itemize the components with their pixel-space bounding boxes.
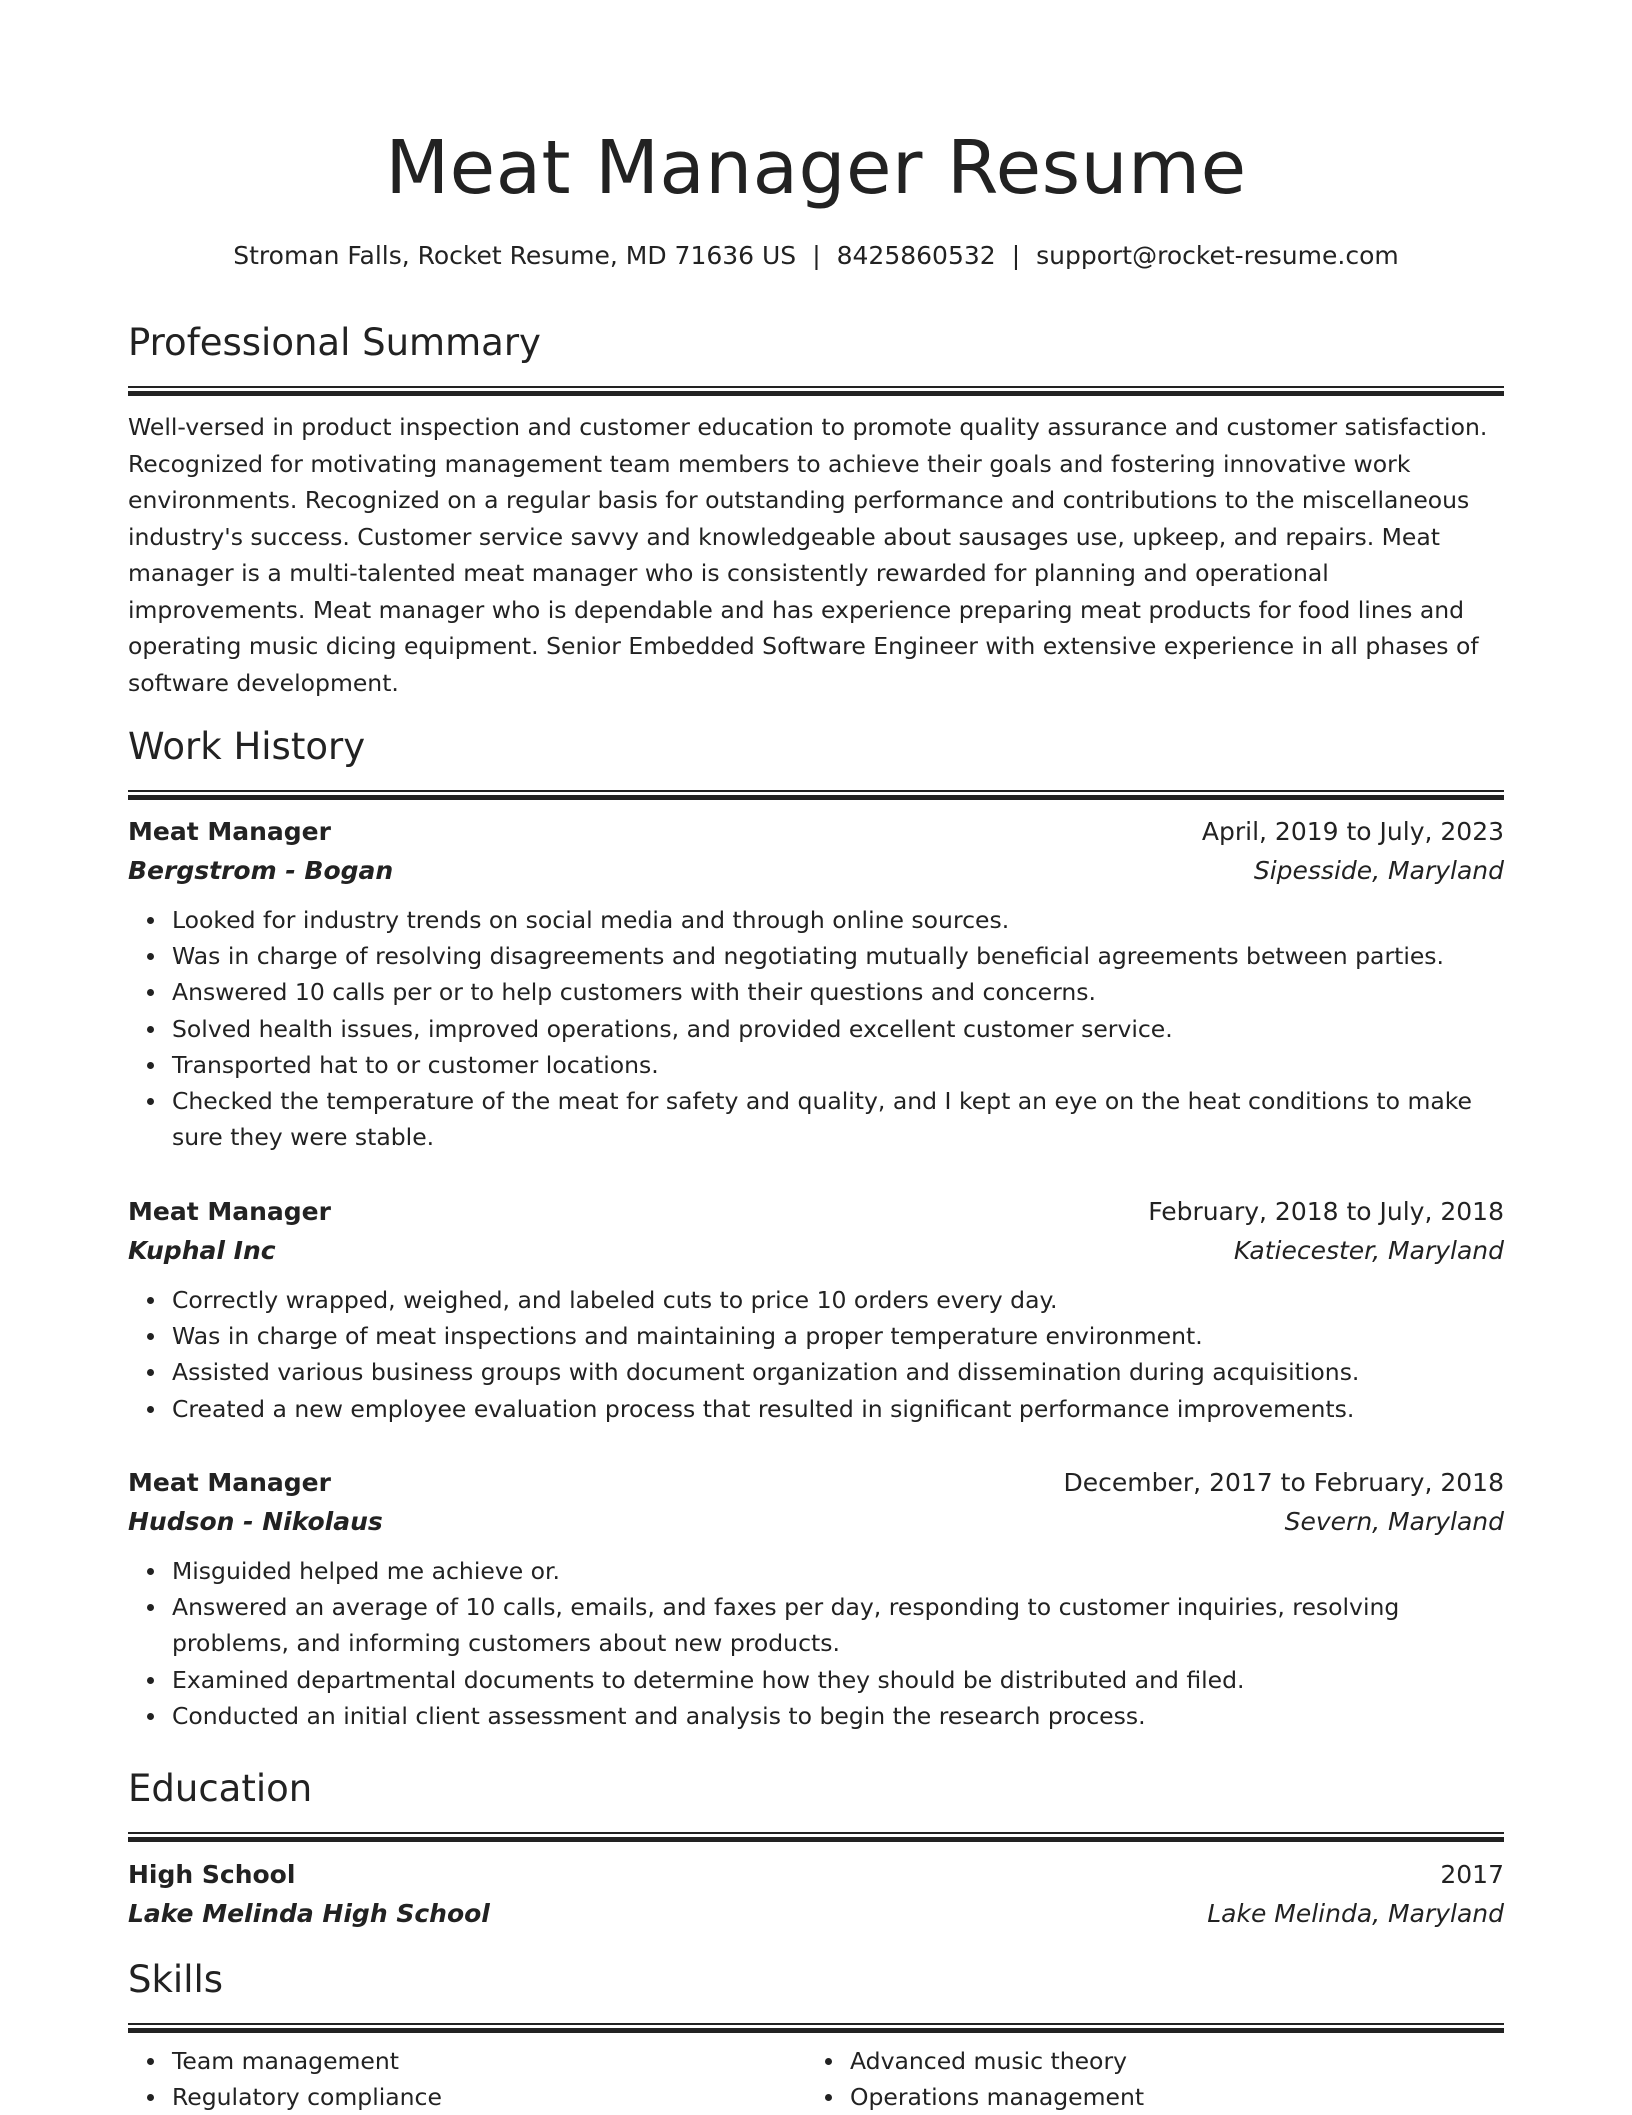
list-item: Advanced music theory — [850, 2043, 1484, 2079]
section-divider — [128, 1832, 1504, 1841]
job-entry — [128, 812, 1504, 1155]
work-history-section — [128, 722, 1504, 799]
section-divider — [128, 790, 1504, 799]
section-title-summary: Professional Summary — [128, 321, 541, 364]
section-divider — [128, 386, 1504, 395]
job-entry — [128, 1463, 1504, 1734]
education-degree: High School — [128, 1860, 296, 1889]
job-company: Hudson - Nikolaus — [128, 1507, 383, 1536]
education-year: 2017 — [1440, 1860, 1504, 1889]
list-item: Operations management — [850, 2079, 1484, 2115]
education-school: Lake Melinda High School — [128, 1899, 490, 1928]
list-item: Looked for industry trends on social media and through online sources. — [172, 902, 1504, 938]
list-item: Examined departmental documents to determine how they should be distributed and filed. — [172, 1662, 1504, 1698]
list-item: Team management — [172, 2043, 806, 2079]
job-location: Sipesside, Maryland — [1253, 856, 1504, 885]
job-title: Meat Manager — [128, 817, 331, 846]
contact-address: Stroman Falls, Rocket Resume, MD 71636 US — [233, 241, 797, 270]
contact-phone: 8425860532 — [836, 241, 996, 270]
skills-section — [128, 1955, 1504, 2115]
job-location: Severn, Maryland — [1284, 1507, 1504, 1536]
contact-separator: | — [812, 241, 821, 270]
list-item: Correctly wrapped, weighed, and labeled cuts to price 10 orders every day. — [172, 1282, 1504, 1318]
job-title: Meat Manager — [128, 1197, 331, 1226]
section-title-skills: Skills — [128, 1958, 224, 2001]
list-item: Was in charge of resolving disagreements and negotiating mutually beneficial agreements between parties. — [172, 938, 1504, 974]
contact-line — [128, 238, 1504, 274]
section-title-education: Education — [128, 1767, 313, 1810]
skills-column-left — [128, 2043, 806, 2115]
job-entry — [128, 1192, 1504, 1427]
list-item: Checked the temperature of the meat for safety and quality, and I kept an eye on the heat conditions to make sure they were stable. — [172, 1083, 1504, 1155]
list-item: Misguided helped me achieve or. — [172, 1553, 1504, 1589]
job-dates: April, 2019 to July, 2023 — [1201, 817, 1504, 846]
job-company: Bergstrom - Bogan — [128, 856, 394, 885]
job-company: Kuphal Inc — [128, 1236, 276, 1265]
list-item: Transported hat to or customer locations. — [172, 1047, 1504, 1083]
list-item: Answered 10 calls per or to help customers with their questions and concerns. — [172, 974, 1504, 1010]
job-bullets — [128, 902, 1504, 1155]
list-item: Solved health issues, improved operations, and provided excellent customer service. — [172, 1011, 1504, 1047]
job-location: Katiecester, Maryland — [1233, 1236, 1504, 1265]
list-item: Conducted an initial client assessment and analysis to begin the research process. — [172, 1698, 1504, 1734]
summary-section — [128, 318, 1504, 701]
job-bullets — [128, 1553, 1504, 1734]
contact-email: support@rocket-resume.com — [1036, 241, 1399, 270]
list-item: Was in charge of meat inspections and maintaining a proper temperature environment. — [172, 1318, 1504, 1354]
skills-grid — [128, 2043, 1504, 2115]
resume-title: Meat Manager Resume — [385, 125, 1247, 211]
job-dates: February, 2018 to July, 2018 — [1148, 1197, 1504, 1226]
list-item: Regulatory compliance — [172, 2079, 806, 2115]
job-dates: December, 2017 to February, 2018 — [1063, 1468, 1504, 1497]
job-title: Meat Manager — [128, 1468, 331, 1497]
summary-text: Well-versed in product inspection and customer education to promote quality assurance and customer satisfaction. Recognized for motivating management team members to achieve their goals and fostering innovative work environments. Recognized on a regular basis for outstanding performance and contributions to the miscellaneous industry's success. Customer service savvy and knowledgeable about sausages use, upkeep, and repairs. Meat manager is a multi-talented meat manager who is consistently rewarded for planning and operational improvements. Meat manager who is dependable and has experience preparing meat products for food lines and operating music dicing equipment. Senior Embedded Software Engineer with extensive experience in all phases of software development. — [128, 413, 1488, 697]
contact-separator: | — [1011, 241, 1021, 270]
section-divider — [128, 2023, 1504, 2032]
skills-column-right — [806, 2043, 1484, 2115]
list-item: Assisted various business groups with document organization and dissemination during acquisitions. — [172, 1354, 1504, 1390]
list-item: Answered an average of 10 calls, emails, and faxes per day, responding to customer inquiries, resolving problems, and informing customers about new products. — [172, 1589, 1504, 1661]
section-title-work-history: Work History — [128, 725, 366, 768]
job-bullets — [128, 1282, 1504, 1427]
education-location: Lake Melinda, Maryland — [1207, 1899, 1504, 1928]
list-item: Created a new employee evaluation process that resulted in significant performance improvements. — [172, 1391, 1504, 1427]
education-section — [128, 1764, 1504, 1933]
